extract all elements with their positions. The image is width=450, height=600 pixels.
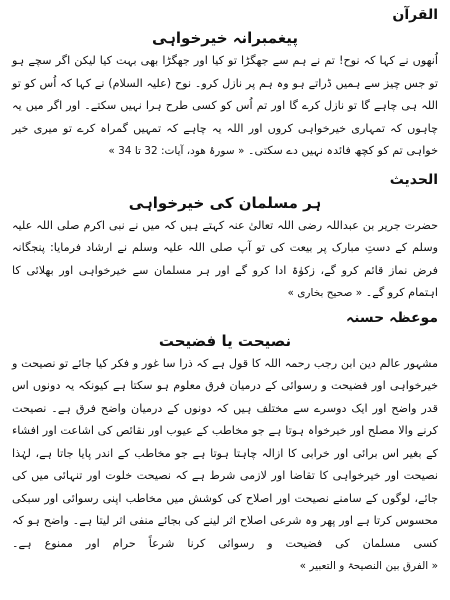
quran-reference: « سورۂ ھود، آیات: 32 تا 34 » [108,145,245,157]
hadith-paragraph [12,215,438,305]
section-heading-hadith: الحدیث [389,171,438,188]
quran-text: اُنھوں نے کہا کہ نوح! تم نے ہم سے جھگڑا تو کیا اور جھگڑا بھی بہت کیا لیکن اگر سچے ہو تو جس چیز سے ہمیں ڈراتے ہو وہ ہم پر نازل کرو۔ نوح (علیہ السلام) نے کہا کہ اُس کو تو اللہ ہی چاہے گا تو نازل کرے گا اور تم اُس کو کسی طرح ہرا نہیں سکتے۔ اور اگر میں یہ چاہوں کہ تمہاری خیرخواہی کروں اور اللہ یہ چاہے کہ تمہیں گمراہ کرے تو میری خیر خواہی تم کو کچھ فائدہ نہیں دے سکتی۔ [12,54,438,157]
topic-title-muslim-goodwill: ہر مسلمان کی خیرخواہی [128,193,322,212]
section-heading-sermon: موعظہ حسنہ [346,309,438,326]
sermon-text: مشہور عالم دین ابن رجب رحمہ اللہ کا قول ہے کہ ذرا سا غور و فکر کیا جائے تو نصیحت و خیرخواہی اور فضیحت و رسوائی کے درمیان فرق معلوم ہو سکتا ہے کیونکہ یہ دونوں اس قدر واضح اور ایک دوسرے سے مختلف ہیں کہ دونوں کے درمیان واضح فرق ہے۔ نصیحت کرنے والا مصلح اور خیرخواہ ہوتا ہے جو مخاطب کے عیوب اور نقائص کی اشاعت اور افشاء کے بغیر اس برائی اور خرابی کا ازالہ چاہتا ہوتا ہے جو مخاطب کے اندر پایا جاتا ہے، لہٰذا نصیحت اور خیرخواہی کا تقاضا اور لازمی شرط ہے کہ نصیحت خلوت اور تنہائی میں کی جائے، لوگوں کے سامنے نصیحت اور اصلاح کی کوشش میں مخاطب اپنی رسوائی اور سبکی محسوس کرتا ہے اور پھر وہ شرعی اصلاح اثر لینے کی بجائے منفی اثر لیتا ہے۔ واضح ہو کہ کسی مسلمان کی فضیحت و رسوائی کرنا شرعاً حرام اور ممنوع ہے۔ [12,356,438,550]
section-heading-quran: القرآن [392,7,438,23]
quran-paragraph [12,50,438,163]
sermon-reference: « الفرق بین النصیحۃ و التعبیر » [299,560,438,572]
hadith-text: حضرت جریر بن عبداللہ رضی اللہ تعالیٰ عنہ کہتے ہیں کہ میں نے نبی اکرم صلی اللہ علیہ وسلم کے دستِ مبارک پر بیعت کی تو آپ صلی اللہ علیہ وسلم نے ارشاد فرمایا: پنجگانہ فرض نماز قائم کرو گے، زکوٰۃ ادا کرو گے اور ہر مسلمان سے خیرخواہی اور بھلائی کا اہتمام کرو گے۔ [12,218,438,299]
sermon-paragraph [12,353,438,578]
topic-title-prophetic-goodwill: پیغمبرانہ خیرخواہی [151,29,299,47]
topic-title-advice-or-disgrace: نصیحت یا فضیحت [158,331,292,350]
hadith-reference: « صحیح بخاری » [287,287,363,299]
